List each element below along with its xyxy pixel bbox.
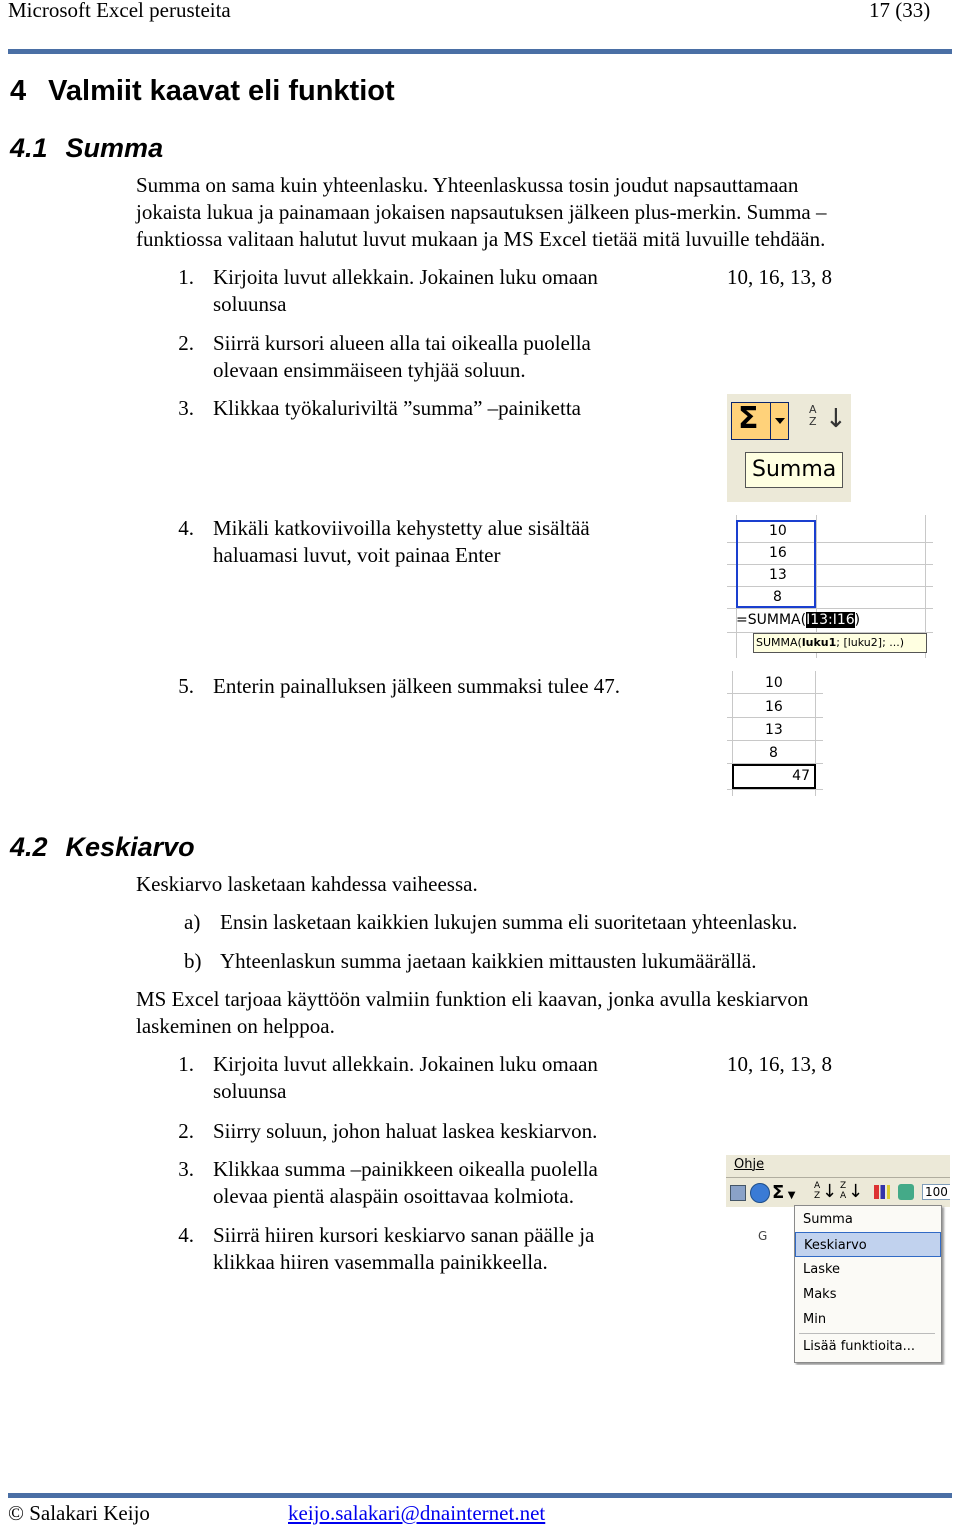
chapter-title: Valmiit kaavat eli funktiot [48,75,395,107]
intro-line: funktiossa valitaan halutut luvut mukaan ja MS Excel tietää mitä luvuille tehdään. [136,227,826,251]
cell-value: 10 [769,523,787,539]
step-number: 3. [178,1157,194,1181]
toolbar-row [726,1179,950,1207]
sheet-cell-letter: G [758,1229,768,1243]
menu-item-laske[interactable]: Laske [803,1262,841,1277]
footer-author: © Salakari Keijo [8,1501,150,1525]
chart-icon[interactable] [874,1185,890,1199]
step-line: Siirry soluun, johon haluat laskea keskiarvon. [213,1119,598,1143]
step-line: Klikkaa työkaluriviltä ”summa” –painiketta [213,396,581,420]
step-line: Siirrä kursori alueen alla tai oikealla puolella [213,331,591,355]
values-note-2: 10, 16, 13, 8 [727,1052,832,1076]
dropdown-arrow-icon[interactable] [770,403,789,439]
keskiarvo-list-a [184,909,797,936]
cell-value: 8 [773,589,782,605]
formula-spreadsheet-image [727,515,933,658]
list-marker: b) [184,949,202,973]
keskiarvo-intro: Keskiarvo lasketaan kahdessa vaiheessa. [136,872,478,896]
keskiarvo-para [136,986,808,1040]
formula-text: =SUMMA( [736,612,807,628]
page-number: 17 (33) [869,0,931,22]
autosum-button[interactable]: Σ ▼ [772,1182,796,1203]
cell-value: 16 [765,699,783,715]
keskiarvo-list-b [184,948,757,975]
header-title: Microsoft Excel perusteita [8,0,231,22]
formula-range: I13:I16 [806,612,855,628]
step-line: olevaa pientä alaspäin osoittavaa kolmiota. [213,1184,574,1208]
step-line: Siirrä hiiren kursori keskiarvo sanan päälle ja [213,1223,595,1247]
step-line: soluunsa [213,292,287,316]
autosum-menu-image [726,1155,950,1365]
header-rule [8,49,952,54]
email-icon[interactable] [730,1185,746,1201]
step-line: klikkaa hiiren vasemmalla painikkeella. [213,1250,548,1274]
tooltip-fn: SUMMA( [756,636,802,649]
sigma-icon: Σ [738,401,759,436]
formula-cell[interactable] [736,609,860,631]
menu-item-keskiarvo[interactable]: Keskiarvo [795,1232,941,1257]
drawing-icon[interactable] [898,1184,914,1200]
step-number: 2. [178,1119,194,1143]
footer-rule [8,1493,952,1498]
step-line: Enterin painalluksen jälkeen summaksi tulee 47. [213,674,621,698]
footer-email-link[interactable]: keijo.salakari@dnainternet.net [288,1501,546,1525]
section-title: Summa [65,133,164,163]
sort-descending-icon[interactable]: Z A [840,1181,847,1201]
zoom-value[interactable]: 100 [922,1184,950,1200]
intro-line: jokaista lukua ja painamaan jokaisen napsautuksen jälkeen plus-merkin. Summa – [136,200,827,224]
menu-ohje[interactable]: Ohje [734,1157,765,1172]
sort-az-icon: A Z ↓ [809,403,847,434]
step-line: Klikkaa summa –painikkeen oikealla puolella [213,1157,598,1181]
autosum-toolbar-image [727,394,851,502]
formula-close: ) [854,612,861,628]
section-heading-summa [10,133,163,164]
menu-item-min[interactable]: Min [803,1312,827,1327]
function-tooltip [753,633,927,653]
result-value: 47 [792,768,810,784]
result-cell[interactable] [732,764,816,789]
list-marker: a) [184,910,201,934]
cell-value: 13 [769,567,787,583]
list-text: Ensin lasketaan kaikkien lukujen summa eli suoritetaan yhteenlasku. [220,910,798,934]
menu-item-lisaa-funktioita[interactable]: Lisää funktioita... [803,1339,916,1354]
autosum-button[interactable] [731,402,789,440]
values-note: 10, 16, 13, 8 [727,265,832,289]
autosum-dropdown-menu [794,1205,942,1363]
section-heading-keskiarvo [10,832,195,863]
cell-value: 8 [769,745,778,761]
menu-item-summa[interactable]: Summa [803,1212,853,1227]
step-number: 5. [178,674,194,698]
menu-bar [726,1155,950,1178]
tooltip-rest: ; [luku2]; ...) [836,636,905,649]
section-number: 4.1 [10,133,48,163]
result-spreadsheet-image [727,671,823,796]
step-line: haluamasi luvut, voit painaa Enter [213,543,501,567]
chapter-number: 4 [10,75,27,107]
para-line: MS Excel tarjoaa käyttöön valmiin funktion eli kaavan, jonka avulla keskiarvon [136,987,809,1011]
chapter-heading [10,75,395,108]
list-text: Yhteenlaskun summa jaetaan kaikkien mittausten lukumäärällä. [220,949,757,973]
intro-line: Summa on sama kuin yhteenlasku. Yhteenlaskussa tosin joudut napsauttamaan [136,173,799,197]
cell-value: 13 [765,722,783,738]
sort-arrow-icon: ↓ [822,1181,838,1202]
sort-arrow-icon: ↓ [848,1181,864,1202]
step-line: Kirjoita luvut allekkain. Jokainen luku omaan [213,1052,598,1076]
globe-icon[interactable] [750,1183,770,1203]
summa-tooltip: Summa [745,452,843,488]
step-line: Kirjoita luvut allekkain. Jokainen luku omaan [213,265,598,289]
cell-value: 16 [769,545,787,561]
step-number: 4. [178,1223,194,1247]
section-number: 4.2 [10,832,48,862]
step-number: 4. [178,516,194,540]
step-line: soluunsa [213,1079,287,1103]
summa-intro [136,172,827,253]
step-number: 1. [178,265,194,289]
step-line: olevaan ensimmäiseen tyhjää soluun. [213,358,526,382]
section-title: Keskiarvo [65,832,195,862]
para-line: laskeminen on helppoa. [136,1014,335,1038]
tooltip-arg: luku1 [801,636,837,649]
menu-item-maks[interactable]: Maks [803,1287,837,1302]
cell-value: 10 [765,675,783,691]
step-number: 3. [178,396,194,420]
step-number: 1. [178,1052,194,1076]
sort-ascending-icon[interactable]: A Z [814,1181,821,1201]
step-number: 2. [178,331,194,355]
step-line: Mikäli katkoviivoilla kehystetty alue sisältää [213,516,590,540]
